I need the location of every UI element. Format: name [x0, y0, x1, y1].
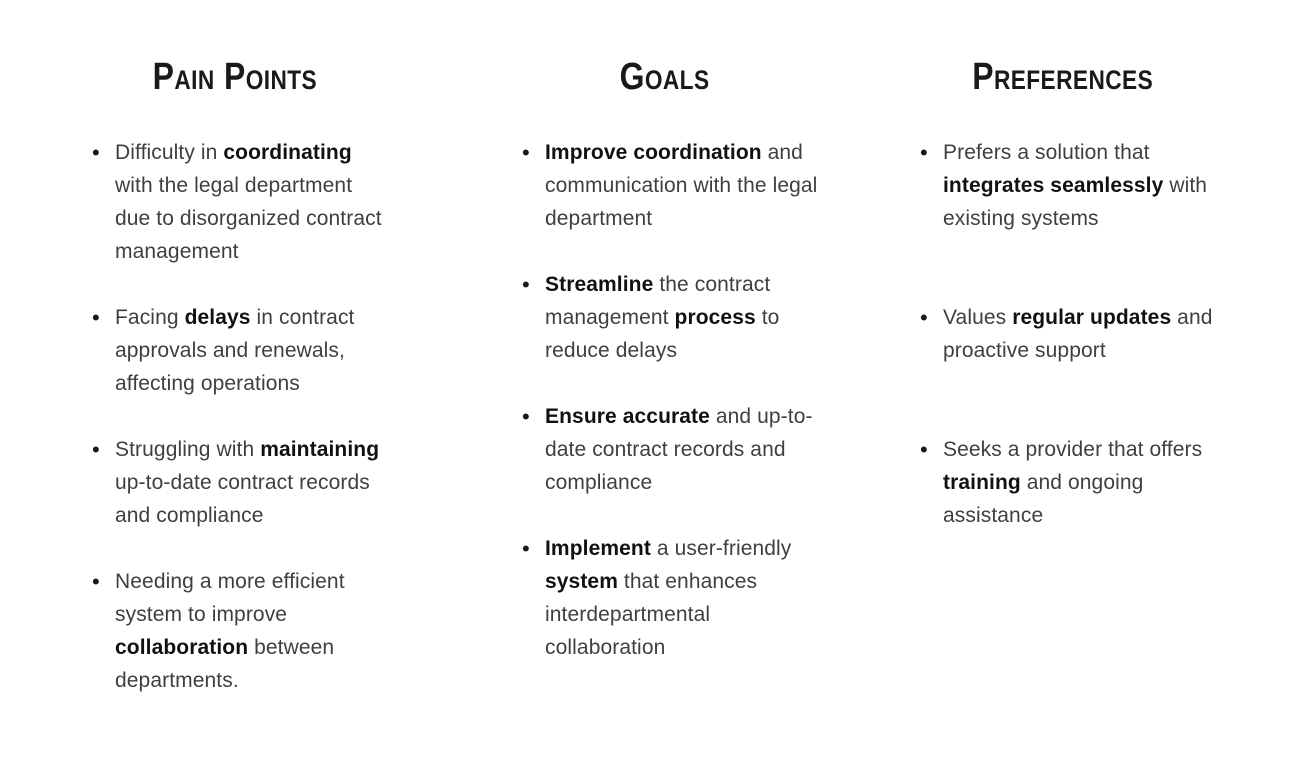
pain-points-column: [80, 54, 390, 730]
emphasized-text: regular updates: [1012, 306, 1172, 329]
goals-heading: [510, 54, 820, 100]
body-text: that enhances interdepartmental collaboration: [545, 570, 758, 659]
preferences-column: [908, 54, 1218, 598]
list-item: [522, 136, 820, 235]
emphasized-text: Implement: [545, 537, 651, 560]
preferences-heading-text: Preferences: [972, 56, 1154, 98]
goals-list: [510, 136, 820, 664]
emphasized-text: Streamline: [545, 273, 654, 296]
list-item: [920, 301, 1218, 367]
body-text: with the legal department due to disorganized contract management: [115, 174, 382, 263]
preferences-list: [908, 136, 1218, 532]
emphasized-text: system: [545, 570, 618, 593]
body-text: and proactive support: [943, 306, 1213, 362]
emphasized-text: Ensure accurate: [545, 405, 710, 428]
list-item: [920, 136, 1218, 235]
pain-points-heading-text: Pain Points: [152, 56, 318, 98]
list-item: [92, 301, 390, 400]
emphasized-text: delays: [184, 306, 251, 329]
body-text: up-to-date contract records and compliance: [115, 471, 370, 527]
emphasized-text: Improve coordination: [545, 141, 762, 164]
list-item: [522, 400, 820, 499]
list-item: [92, 433, 390, 532]
body-text: and up-to-date contract records and compliance: [545, 405, 813, 494]
body-text: and ongoing assistance: [943, 471, 1144, 527]
body-text: Prefers a solution that: [943, 141, 1150, 164]
list-item: [522, 268, 820, 367]
goals-column: [510, 54, 820, 697]
emphasized-text: maintaining: [260, 438, 380, 461]
body-text: in contract approvals and renewals, affecting operations: [115, 306, 355, 395]
emphasized-text: integrates seamlessly: [943, 174, 1164, 197]
body-text: Difficulty in: [115, 141, 224, 164]
body-text: with existing systems: [943, 174, 1208, 230]
body-text: and communication with the legal department: [545, 141, 818, 230]
list-item: [920, 433, 1218, 532]
list-item: [522, 532, 820, 664]
body-text: a user-friendly: [650, 537, 792, 560]
pain-points-list: [80, 136, 390, 697]
emphasized-text: training: [943, 471, 1021, 494]
body-text: to reduce delays: [545, 306, 780, 362]
emphasized-text: coordinating: [223, 141, 352, 164]
list-item: [92, 565, 390, 697]
body-text: Facing: [115, 306, 185, 329]
preferences-heading: [908, 54, 1218, 100]
emphasized-text: collaboration: [115, 636, 249, 659]
goals-heading-text: Goals: [620, 56, 710, 98]
body-text: between departments.: [115, 636, 335, 692]
emphasized-text: process: [674, 306, 756, 329]
body-text: Needing a more efficient system to improve: [115, 570, 345, 626]
body-text: Struggling with: [115, 438, 261, 461]
list-item: [92, 136, 390, 268]
body-text: Values: [943, 306, 1013, 329]
pain-points-heading: [80, 54, 390, 100]
body-text: the contract management: [545, 273, 771, 329]
body-text: Seeks a provider that offers: [943, 438, 1203, 461]
